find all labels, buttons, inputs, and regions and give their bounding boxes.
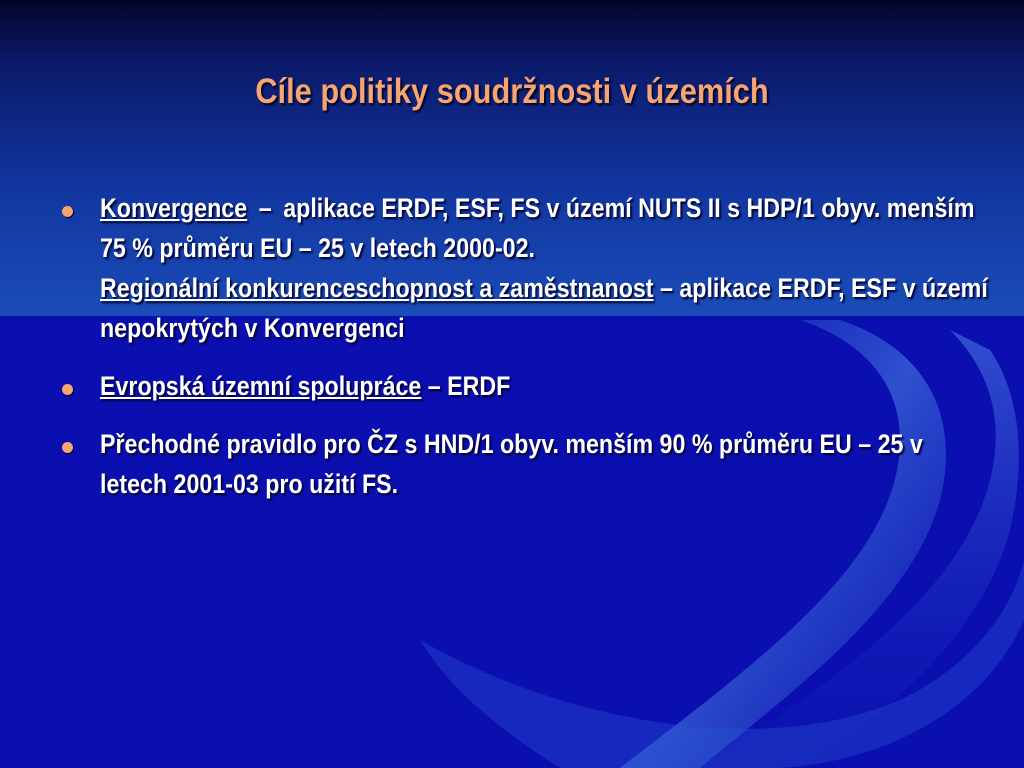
bullet-item-prechodne-pravidlo [56,424,956,504]
bullet-marker-icon [62,442,73,453]
slide-title: Cíle politiky soudržnosti v územích [255,72,769,111]
bullet-marker-icon [62,384,73,395]
bullet-text [100,188,994,348]
bullet-item-evropska-spoluprace [56,366,956,406]
bullet-body: Přechodné pravidlo pro ČZ s HND/1 obyv. menším 90 % průměru EU – 25 v letech 2001-03 pro užití FS. [100,429,923,499]
bullet-body: ERDF [447,371,511,401]
term-regionalni-konkurenceschopnost: Regionální konkurenceschopnost a zaměstnanost [100,273,654,303]
term-konvergence: Konvergence [100,193,248,223]
bullet-list [56,188,988,522]
bullet-text [100,366,994,406]
bullet-marker-icon [62,206,73,217]
dash: – [252,193,279,223]
bullet-body: aplikace ERDF, ESF, FS v území NUTS II s HDP/1 obyv. menším 75 % průměru EU – 25 v letech 2000-02. [100,193,975,263]
bullet-text [100,424,994,504]
bullet-body: aplikace ERDF, ESF v území nepokrytých v Konvergenci [100,273,988,343]
bullet-item-konvergence [56,188,988,348]
dash: – [653,273,680,303]
dash: – [421,371,448,401]
term-evropska-uzemni-spoluprace: Evropská územní spolupráce [100,371,422,401]
